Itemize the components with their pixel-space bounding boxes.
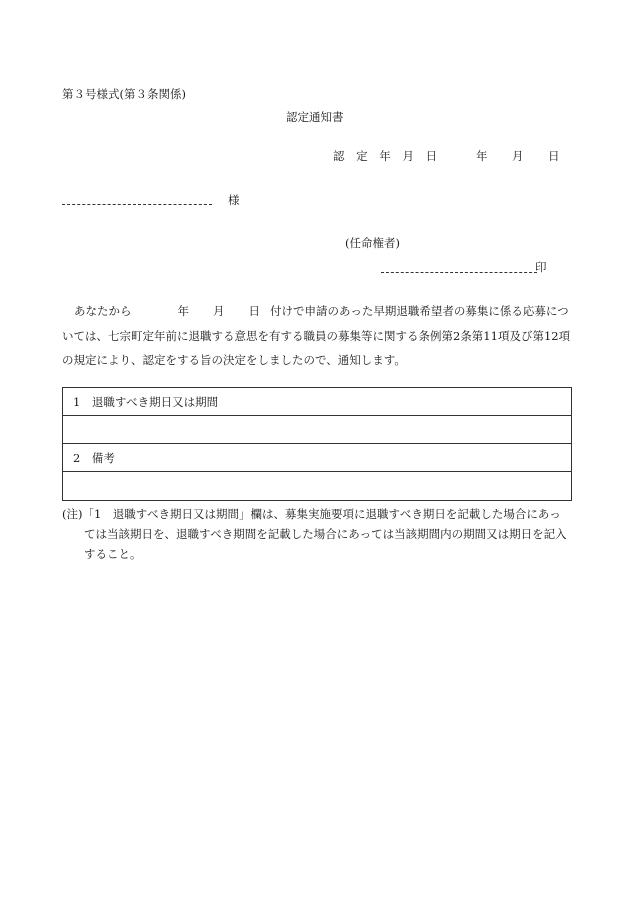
table-row-item1-header xyxy=(63,388,571,416)
footnote-first-line: (注)「1 退職すべき期日又は期間」欄は、募集実施要項に退職すべき期日を記載した場合にあっ xyxy=(62,507,561,521)
certification-month: 月 xyxy=(512,149,524,163)
addressee-honorific: 様 xyxy=(228,193,240,207)
table-row-item1-value[interactable] xyxy=(63,416,571,444)
footnote xyxy=(62,504,574,564)
certification-date-label: 認 定 年 月 日 xyxy=(333,149,442,163)
body-day: 日 xyxy=(248,304,260,318)
document-title: 認定通知書 xyxy=(286,110,344,124)
appointer-label: (任命権者) xyxy=(345,236,400,250)
table-row-item2-value[interactable] xyxy=(63,472,571,500)
addressee-name-field[interactable] xyxy=(62,196,212,205)
appointer-name-field[interactable] xyxy=(381,264,537,273)
details-table xyxy=(62,387,572,501)
notice-body xyxy=(62,299,577,373)
footnote-continuation: ては当該期日を、退職すべき期間を記載した場合にあっては当該期間内の期間又は期日を記入すること。 xyxy=(84,527,567,561)
body-year: 年 xyxy=(177,304,189,318)
seal-mark: 印 xyxy=(535,260,547,274)
body-month: 月 xyxy=(213,304,225,318)
certification-year: 年 xyxy=(476,149,488,163)
table-row-item2-header xyxy=(63,444,571,472)
body-lead: あなたから xyxy=(74,304,132,318)
form-number: 第３号様式(第３条関係) xyxy=(62,87,186,101)
body-text: 付けで申請のあった早期退職希望者の募集に係る応募については、七宗町定年前に退職する意思を有する職員の募集等に関する条例第2条第11項及び第12項の規定により、認定をする旨の決定をしましたので、通知します。 xyxy=(62,304,571,367)
item2-label: 2 備考 xyxy=(73,450,115,465)
item1-label: 1 退職すべき期日又は期間 xyxy=(73,394,219,409)
certification-day: 日 xyxy=(548,149,560,163)
